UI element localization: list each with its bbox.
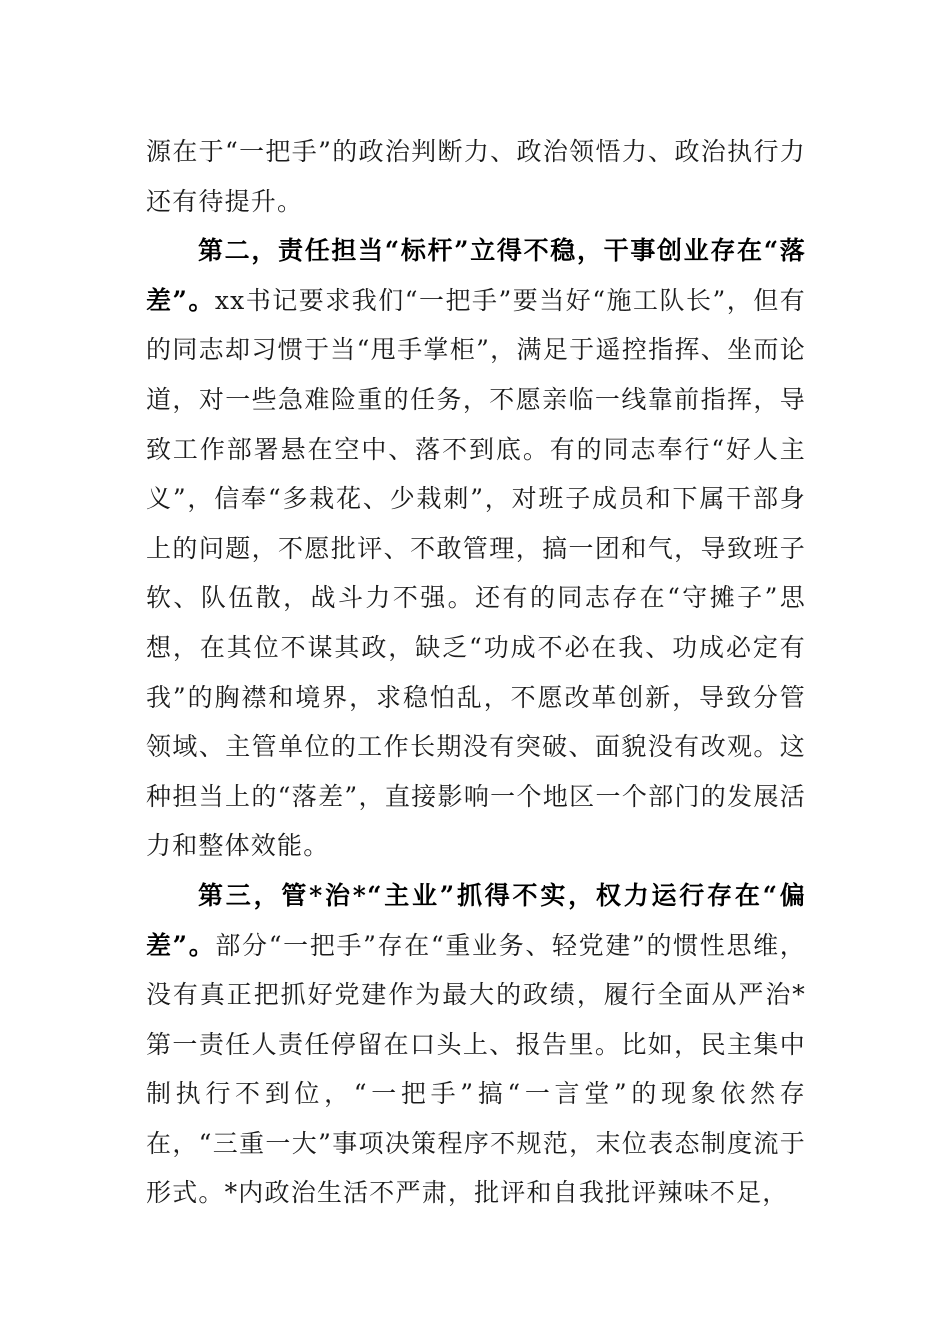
- paragraph-text: 源在于“一把手”的政治判断力、政治领悟力、政治执行力还有待提升。: [146, 137, 806, 216]
- document-body: [146, 127, 806, 1218]
- paragraph-third-point: [146, 871, 806, 1218]
- paragraph-heading: 第三，管*治*“主业”抓得不实，权力运行存在“偏差”。: [146, 880, 806, 960]
- paragraph-heading: 第二，责任担当“标杆”立得不稳，干事创业存在“落差”。: [146, 236, 806, 315]
- paragraph-continuation: [146, 127, 806, 226]
- paragraph-text: xx书记要求我们“一把手”要当好“施工队长”，但有的同志却习惯于当“甩手掌柜”，满足于遥控指挥、坐而论道，对一些急难险重的任务，不愿亲临一线靠前指挥，导致工作部署悬在空中、落不到底。有的同志奉行“好人主义”，信奉“多栽花、少栽刺”，对班子成员和下属干部身上的问题，不愿批评、不敢管理，搞一团和气，导致班子软、队伍散，战斗力不强。还有的同志存在“守摊子”思想，在其位不谋其政，缺乏“功成不必在我、功成必定有我”的胸襟和境界，求稳怕乱，不愿改革创新，导致分管领域、主管单位的工作长期没有突破、面貌没有改观。这种担当上的“落差”，直接影响一个地区一个部门的发展活力和整体效能。: [146, 285, 806, 861]
- paragraph-second-point: [146, 226, 806, 871]
- paragraph-text: 部分“一把手”存在“重业务、轻党建”的惯性思维，没有真正把抓好党建作为最大的政绩，履行全面从严治*第一责任人责任停留在口头上、报告里。比如，民主集中制执行不到位，“一把手”搞“一言堂”的现象依然存在，“三重一大”事项决策程序不规范，末位表态制度流于形式。*内政治生活不严肃，批评和自我批评辣味不足，: [146, 930, 806, 1208]
